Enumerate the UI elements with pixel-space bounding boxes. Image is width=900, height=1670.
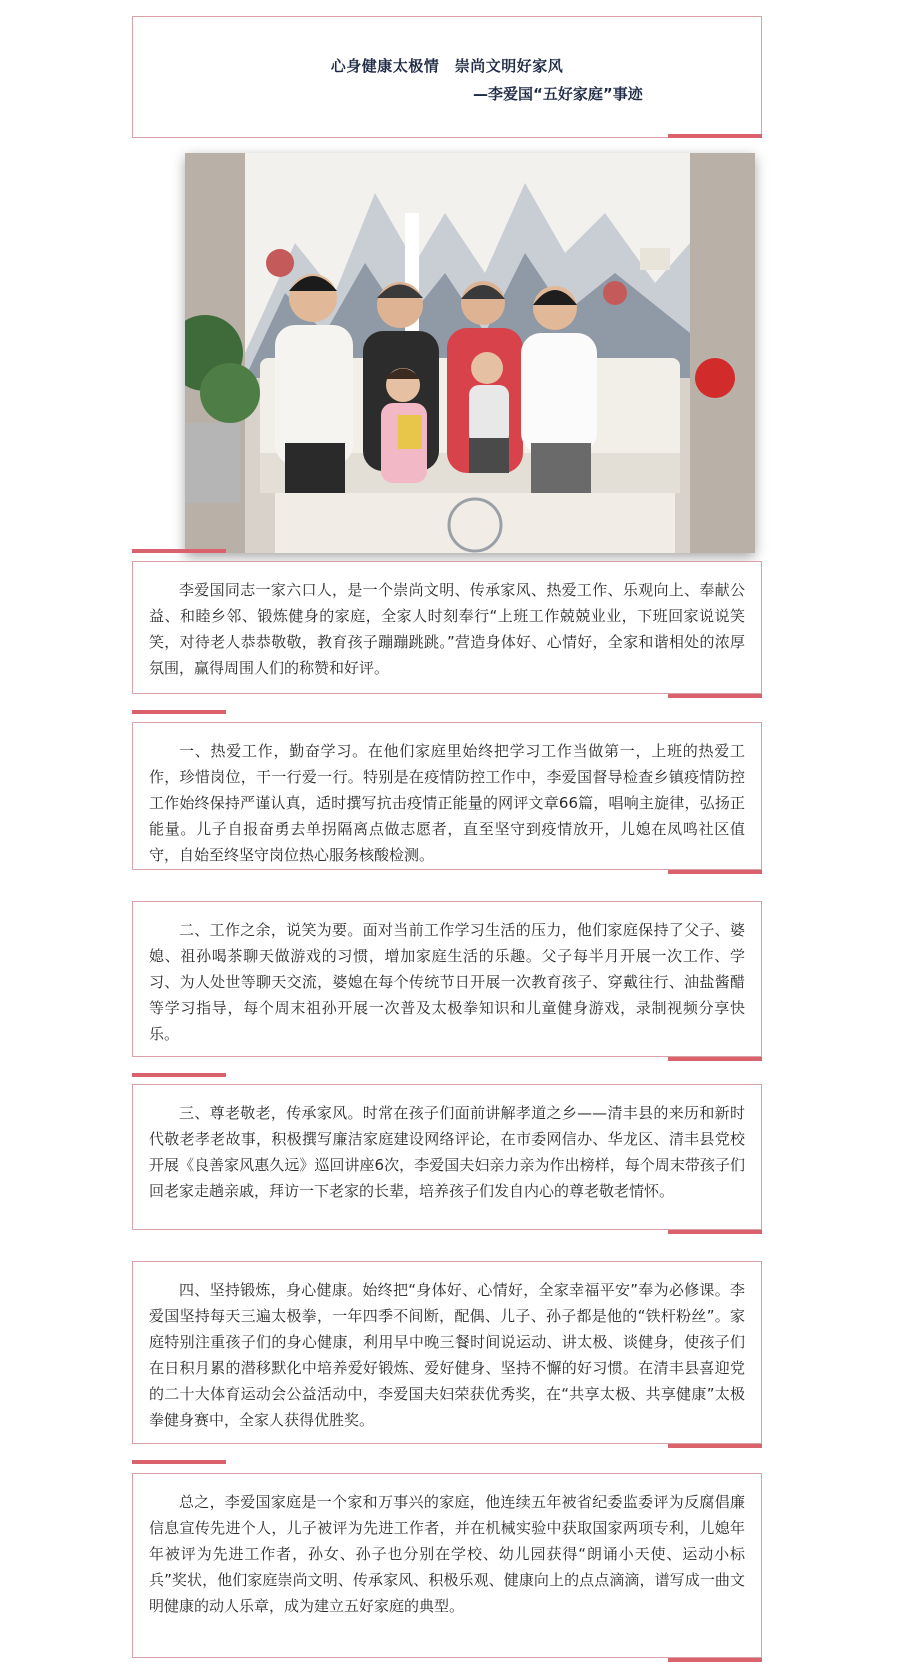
title-box	[132, 16, 762, 138]
exercise-paragraph: 四、坚持锻炼，身心健康。始终把“身体好、心情好，全家幸福平安”奉为必修课。李爱国坚持每天三遍太极拳，一年四季不间断，配偶、儿子、孙子都是他的“铁杆粉丝”。家庭特别注重孩子们的身心健康，利用早中晚三餐时间说运动、讲太极、谈健身，使孩子们在日积月累的潜移默化中培养爱好锻炼、爱好健身、坚持不懈的好习惯。在清丰县喜迎党的二十大体育运动会公益活动中，李爱国夫妇荣获优秀奖，在“共享太极、共享健康”太极拳健身赛中，全家人获得优胜奖。	[149, 1281, 745, 1429]
section-work-study	[132, 722, 762, 870]
section-respect-elders	[132, 1084, 762, 1230]
section-accent-bar	[668, 694, 762, 698]
section-accent-bar	[668, 1230, 762, 1234]
title-accent-bar	[668, 134, 762, 138]
section-accent-bar	[668, 1658, 762, 1662]
section-exercise	[132, 1261, 762, 1444]
section-leisure	[132, 901, 762, 1057]
section-accent-bar	[668, 1444, 762, 1448]
leisure-paragraph: 二、工作之余，说笑为要。面对当前工作学习生活的压力，他们家庭保持了父子、婆媳、祖孙喝茶聊天做游戏的习惯，增加家庭生活的乐趣。父子每半月开展一次工作、学习、为人处世等聊天交流，婆媳在每个传统节日开展一次教育孩子、穿戴往行、油盐酱醋等学习指导，每个周末祖孙开展一次普及太极拳知识和儿童健身游戏，录制视频分享快乐。	[149, 921, 745, 1043]
summary-paragraph: 总之，李爱国家庭是一个家和万事兴的家庭，他连续五年被省纪委监委评为反腐倡廉信息宣传先进个人，儿子被评为先进工作者，并在机械实验中获取国家两项专利，儿媳年年被评为先进工作者，孙女、孙子也分别在学校、幼儿园获得“朗诵小天使、运动小标兵”奖状，他们家庭崇尚文明、传承家风、积极乐观、健康向上的点点滴滴，谱写成一曲文明健康的动人乐章，成为建立五好家庭的典型。	[149, 1493, 745, 1615]
intro-paragraph: 李爱国同志一家六口人，是一个崇尚文明、传承家风、热爱工作、乐观向上、奉献公益、和睦乡邻、锻炼健身的家庭，全家人时刻奉行“上班工作兢兢业业，下班回家说说笑笑，对待老人恭恭敬敬，教育孩子蹦蹦跳跳。”营造身体好、心情好，全家和谐相处的浓厚氛围，赢得周围人们的称赞和好评。	[149, 581, 745, 677]
intro-section	[132, 561, 762, 694]
section-accent-bar	[132, 710, 226, 714]
section-accent-bar	[668, 1057, 762, 1061]
family-photo	[185, 153, 755, 553]
photo-accent-bar	[132, 549, 226, 553]
section-accent-bar	[668, 870, 762, 874]
summary-section	[132, 1473, 762, 1658]
page-title: 心身健康太极情 崇尚文明好家风	[330, 57, 564, 75]
family-photo-illustration	[185, 153, 755, 553]
page-subtitle: —李爱国“五好家庭”事迹	[473, 85, 643, 103]
section-accent-bar	[132, 1460, 226, 1464]
section-accent-bar	[132, 1073, 226, 1077]
work-study-paragraph: 一、热爱工作，勤奋学习。在他们家庭里始终把学习工作当做第一，上班的热爱工作，珍惜岗位，干一行爱一行。特别是在疫情防控工作中，李爱国督导检查乡镇疫情防控工作始终保持严谨认真，适时撰写抗击疫情正能量的网评文章66篇，唱响主旋律，弘扬正能量。儿子自报奋勇去单拐隔离点做志愿者，直至坚守到疫情放开，儿媳在凤鸣社区值守，自始至终坚守岗位热心服务核酸检测。	[149, 742, 745, 864]
respect-elders-paragraph: 三、尊老敬老，传承家风。时常在孩子们面前讲解孝道之乡——清丰县的来历和新时代敬老孝老故事，积极撰写廉洁家庭建设网络评论，在市委网信办、华龙区、清丰县党校开展《良善家风惠久远》巡回讲座6次，李爱国夫妇亲力亲为作出榜样，每个周末带孩子们回老家走趟亲戚，拜访一下老家的长辈，培养孩子们发自内心的尊老敬老情怀。	[149, 1104, 745, 1200]
